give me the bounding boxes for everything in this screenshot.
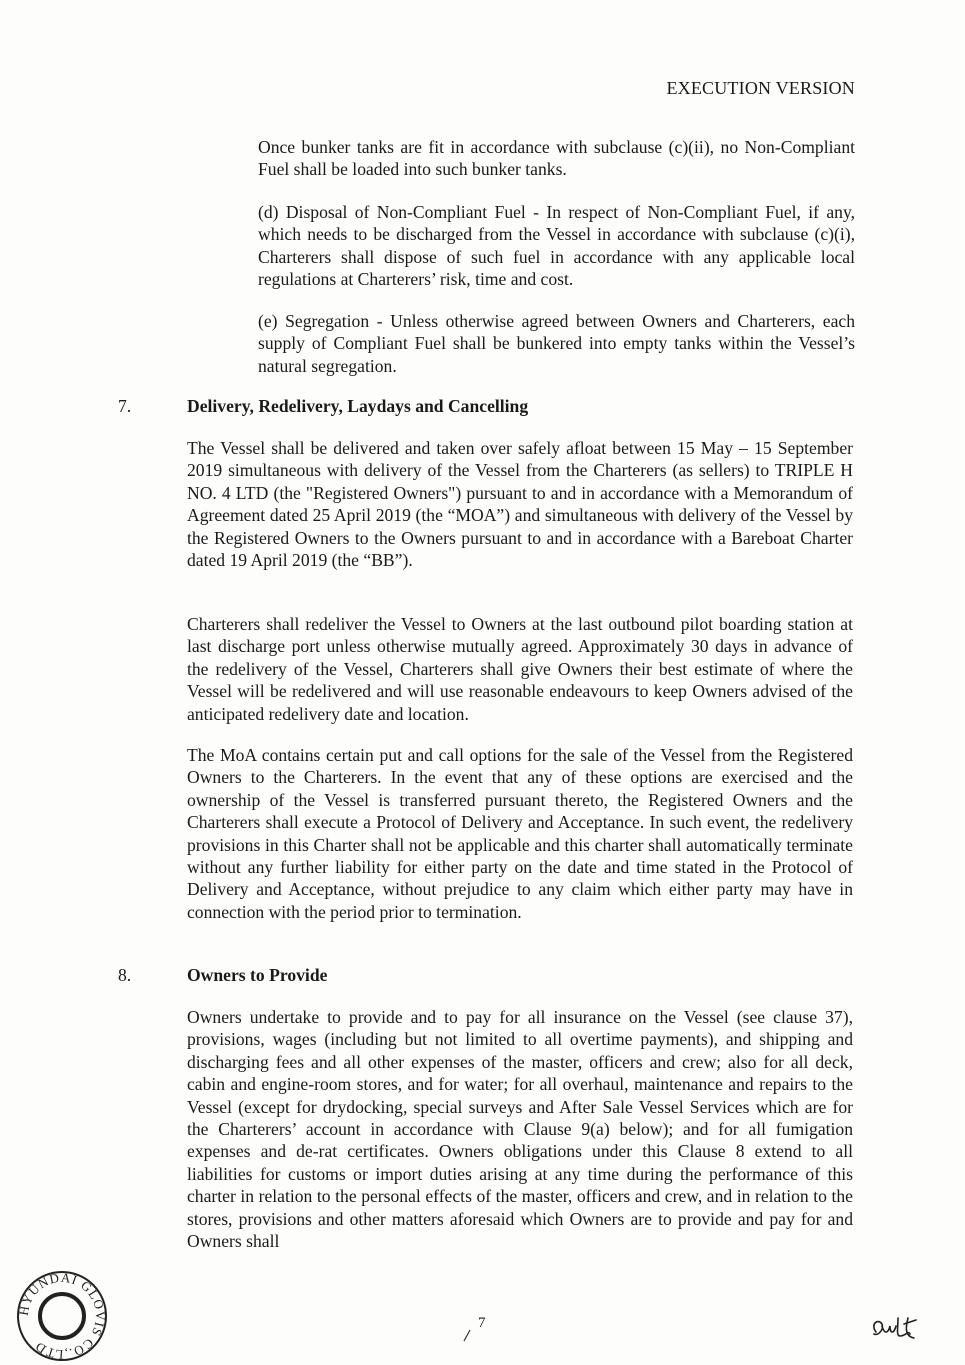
subclause-c-continued: Once bunker tanks are fit in accordance with subclause (c)(ii), no Non-Compliant Fuel shall be loaded into such bunker tanks. <box>258 137 855 180</box>
handwritten-initials-icon <box>868 1314 920 1344</box>
company-seal-stamp-icon <box>14 1268 110 1364</box>
clause-8-number: 8. <box>118 965 132 985</box>
subclause-d: (d) Disposal of Non-Compliant Fuel - In respect of Non-Compliant Fuel, if any, which needs to be discharged from the Vessel in accordance with subclause (c)(i), Charterers shall dispose of such fuel in accordance with any applicable local regulations at Charterers’ risk, time and cost. <box>258 202 855 290</box>
svg-text:HYUNDAI GLOVIS CO.,LTD: HYUNDAI GLOVIS CO.,LTD <box>15 1269 109 1363</box>
pen-mark-icon <box>462 1328 472 1342</box>
clause-8-title: Owners to Provide <box>187 965 328 985</box>
page-number: 7 <box>478 1315 486 1331</box>
clause-7-number: 7. <box>118 396 132 416</box>
clause-7-paragraph-delivery: The Vessel shall be delivered and taken over safely afloat between 15 May – 15 September 2019 simultaneous with delivery of the Vessel from the Charterers (as sellers) to TRIPLE H NO. 4 LTD (the "Registered Owners") pursuant to and in accordance with a Memorandum of Agreement dated 25 April 2019 (the “MOA”) and simultaneous with delivery of the Vessel by the Registered Owners to the Owners pursuant to and in accordance with a Bareboat Charter dated 19 April 2019 (the “BB”). <box>187 438 853 571</box>
clause-7-paragraph-redelivery: Charterers shall redeliver the Vessel to Owners at the last outbound pilot boarding station at last discharge port unless otherwise mutually agreed. Approximately 30 days in advance of the redelivery of the Vessel, Charterers shall give Owners their best estimate of where the Vessel will be redelivered and will use reasonable endeavours to keep Owners advised of the anticipated redelivery date and location. <box>187 614 853 724</box>
clause-7-paragraph-options: The MoA contains certain put and call options for the sale of the Vessel from the Registered Owners to the Charterers. In the event that any of these options are exercised and the ownership of the Vessel is transferred pursuant thereto, the Registered Owners and the Charterers shall execute a Protocol of Delivery and Acceptance. In such event, the redelivery provisions in this Charter shall not be applicable and this charter shall automatically terminate without any further liability for either party on the date and time stated in the Protocol of Delivery and Acceptance, without prejudice to any claim which either party may have in connection with the period prior to termination. <box>187 745 853 922</box>
clause-7-title: Delivery, Redelivery, Laydays and Cancelling <box>187 396 529 416</box>
subclause-e: (e) Segregation - Unless otherwise agreed between Owners and Charterers, each supply of Compliant Fuel shall be bunkered into empty tanks within the Vessel’s natural segregation. <box>258 311 855 376</box>
execution-version-label: EXECUTION VERSION <box>666 78 855 98</box>
clause-8-paragraph-provisions: Owners undertake to provide and to pay for all insurance on the Vessel (see clause 37), provisions, wages (including but not limited to all overtime payments), and shipping and discharging fees and all other expenses of the master, officers and crew; also for all deck, cabin and engine-room stores, and for water; for all overhaul, maintenance and repairs to the Vessel (except for drydocking, special surveys and After Sale Vessel Services which are for the Charterers’ account in accordance with Clause 9(a) below); and for all fumigation expenses and de-rat certificates. Owners obligations under this Clause 8 extend to all liabilities for customs or import duties arising at any time during the performance of this charter in relation to the personal effects of the master, officers and crew, and in relation to the stores, provisions and other matters aforesaid which Owners are to provide and pay for and Owners shall <box>187 1007 853 1252</box>
